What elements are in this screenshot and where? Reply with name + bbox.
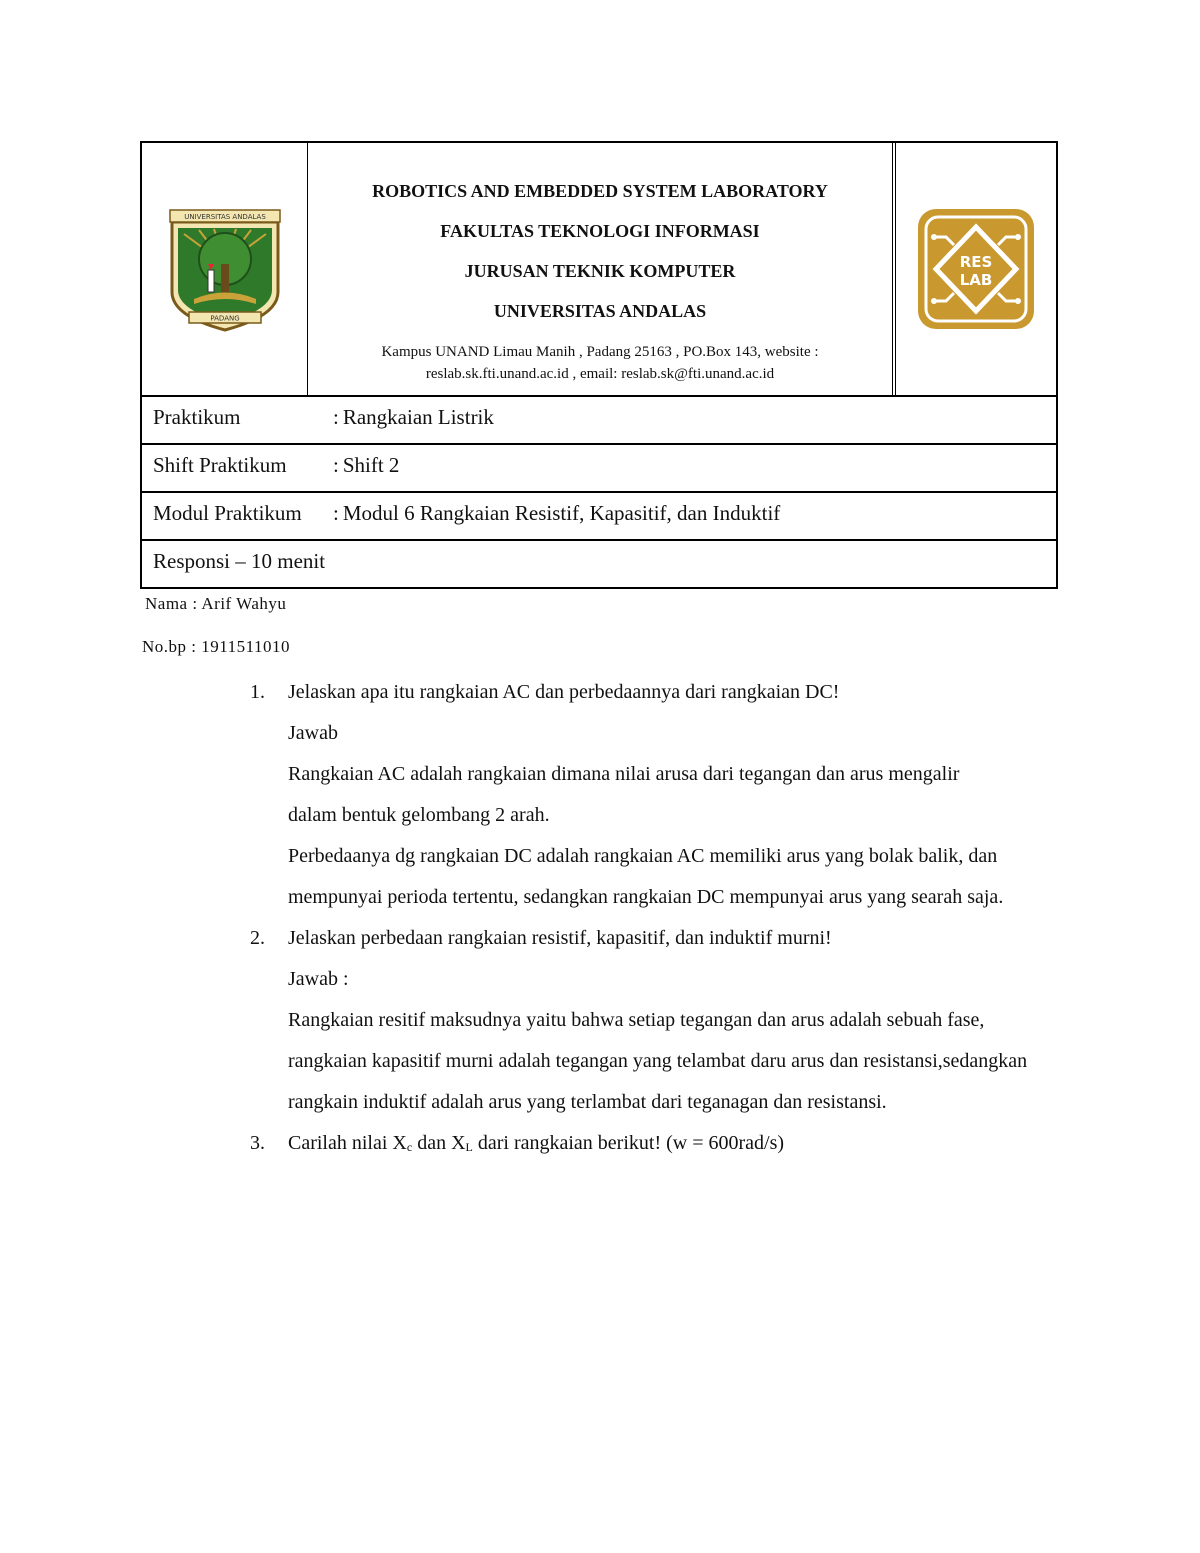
institution-info-cell — [308, 143, 892, 395]
info-label: Praktikum — [153, 404, 241, 429]
info-full-text: Responsi – 10 menit — [153, 548, 326, 573]
reslab-logo-cell — [892, 143, 1056, 395]
question-2 — [250, 918, 1070, 1123]
question-number: 3. — [250, 1132, 265, 1154]
answer-label: Jawab : — [288, 968, 349, 990]
question-number: 1. — [250, 681, 265, 703]
university-logo-cell — [142, 143, 308, 395]
answer-paragraph: Perbedaanya dg rangkaian DC adalah rangkaian AC memiliki arus yang bolak balik, dan mempunyai perioda tertentu, sedangkan rangkaian DC mempunyai arus yang searah saja. — [288, 845, 1004, 908]
question-3 — [250, 1123, 1070, 1168]
address-line-1: Kampus UNAND Limau Manih , Padang 25163 , PO.Box 143, website : — [381, 344, 819, 360]
question-text: Jelaskan apa itu rangkaian AC dan perbedaannya dari rangkaian DC! — [288, 681, 840, 703]
question-text-part: dan X — [412, 1132, 466, 1154]
student-bp: No.bp : 1911511010 — [142, 637, 290, 656]
info-separator: : — [333, 500, 339, 525]
info-value: Shift 2 — [342, 452, 400, 477]
question-number: 2. — [250, 927, 265, 949]
reslab-logo-icon — [916, 207, 1036, 331]
info-row-modul — [140, 493, 1058, 541]
question-text-part: dari rangkaian berikut! (w = 600rad/s) — [472, 1132, 785, 1154]
department-name: JURUSAN TEKNIK KOMPUTER — [464, 261, 736, 281]
info-separator: : — [333, 452, 339, 477]
info-value: Rangkaian Listrik — [342, 404, 494, 429]
address-line-2: reslab.sk.fti.unand.ac.id , email: reslab.sk@fti.unand.ac.id — [425, 366, 775, 382]
reslab-text-bottom: LAB — [959, 271, 993, 289]
info-row-praktikum — [140, 397, 1058, 445]
answer-paragraph: Rangkaian AC adalah rangkaian dimana nilai arusa dari tegangan dan arus mengalir dalam bentuk gelombang 2 arah. — [288, 763, 960, 826]
answer-label: Jawab — [288, 722, 338, 744]
faculty-name: FAKULTAS TEKNOLOGI INFORMASI — [440, 221, 760, 241]
university-name: UNIVERSITAS ANDALAS — [493, 301, 707, 321]
question-text: Jelaskan perbedaan rangkaian resistif, kapasitif, dan induktif murni! — [288, 927, 832, 949]
university-emblem-icon — [164, 204, 286, 334]
question-text-part: Carilah nilai X — [288, 1132, 407, 1154]
info-value: Modul 6 Rangkaian Resistif, Kapasitif, dan Induktif — [342, 500, 781, 525]
subscript-l: L — [465, 1140, 473, 1154]
answer-paragraph: Rangkaian resitif maksudnya yaitu bahwa setiap tegangan dan arus adalah sebuah fase, rangkaian kapasitif murni adalah tegangan yang telambat daru arus dan resistansi,sedangkan rangkain induktif adalah arus yang terlambat dari teganagan dan resistansi. — [288, 1009, 1028, 1113]
subscript-c: c — [406, 1140, 413, 1154]
info-separator: : — [333, 404, 339, 429]
header-table — [140, 141, 1058, 397]
info-row-shift — [140, 445, 1058, 493]
question-list — [250, 672, 1070, 1168]
info-label: Modul Praktikum — [153, 500, 302, 525]
reslab-text-top: RES — [959, 253, 993, 271]
emblem-top-text: UNIVERSITAS ANDALAS — [183, 213, 266, 221]
address-block — [308, 341, 892, 385]
question-1 — [250, 672, 1070, 918]
question-text — [288, 1123, 1070, 1168]
emblem-bottom-text: PADANG — [209, 314, 240, 323]
info-label: Shift Praktikum — [153, 452, 287, 477]
info-row-responsi — [140, 541, 1058, 589]
student-name: Nama : Arif Wahyu — [145, 594, 287, 613]
lab-name: ROBOTICS AND EMBEDDED SYSTEM LABORATORY — [372, 181, 828, 201]
